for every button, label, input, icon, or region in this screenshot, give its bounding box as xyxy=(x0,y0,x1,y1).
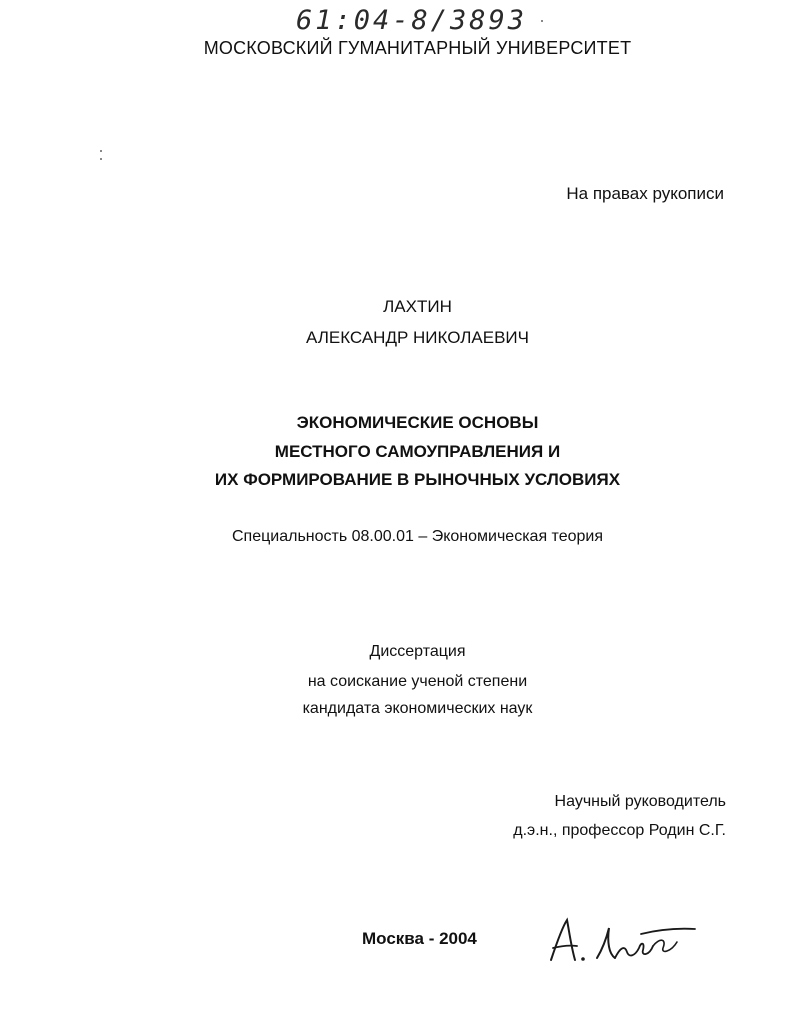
author-last-name: ЛАХТИН xyxy=(383,297,452,316)
author-first-names: АЛЕКСАНДР НИКОЛАЕВИЧ xyxy=(306,328,529,347)
supervisor-role: Научный руководитель xyxy=(554,793,726,810)
specialty-code: Специальность 08.00.01 – Экономическая теория xyxy=(232,528,603,545)
dissertation-title-line-2: МЕСТНОГО САМОУПРАВЛЕНИЯ И xyxy=(274,442,561,461)
dissertation-title-line-3: ИХ ФОРМИРОВАНИЕ В РЫНОЧНЫХ УСЛОВИЯХ xyxy=(214,470,621,489)
city-year: Москва - 2004 xyxy=(362,929,477,948)
degree-name: кандидата экономических наук xyxy=(302,700,533,717)
scan-speck xyxy=(100,150,102,152)
dissertation-title-line-1: ЭКОНОМИЧЕСКИЕ ОСНОВЫ xyxy=(296,413,539,432)
dissertation-label: Диссертация xyxy=(369,643,466,660)
scan-speck xyxy=(541,20,543,22)
manuscript-rights-note: На правах рукописи xyxy=(566,184,724,203)
supervisor-name: д.э.н., профессор Родин С.Г. xyxy=(513,822,726,839)
university-name: МОСКОВСКИЙ ГУМАНИТАРНЫЙ УНИВЕРСИТЕТ xyxy=(203,38,632,58)
degree-purpose: на соискание ученой степени xyxy=(307,673,528,690)
supervisor-block xyxy=(513,787,726,845)
handwritten-signature xyxy=(545,912,700,972)
scan-speck xyxy=(100,158,102,160)
archive-stamp-number: 61:04-8/3893 xyxy=(296,5,528,36)
